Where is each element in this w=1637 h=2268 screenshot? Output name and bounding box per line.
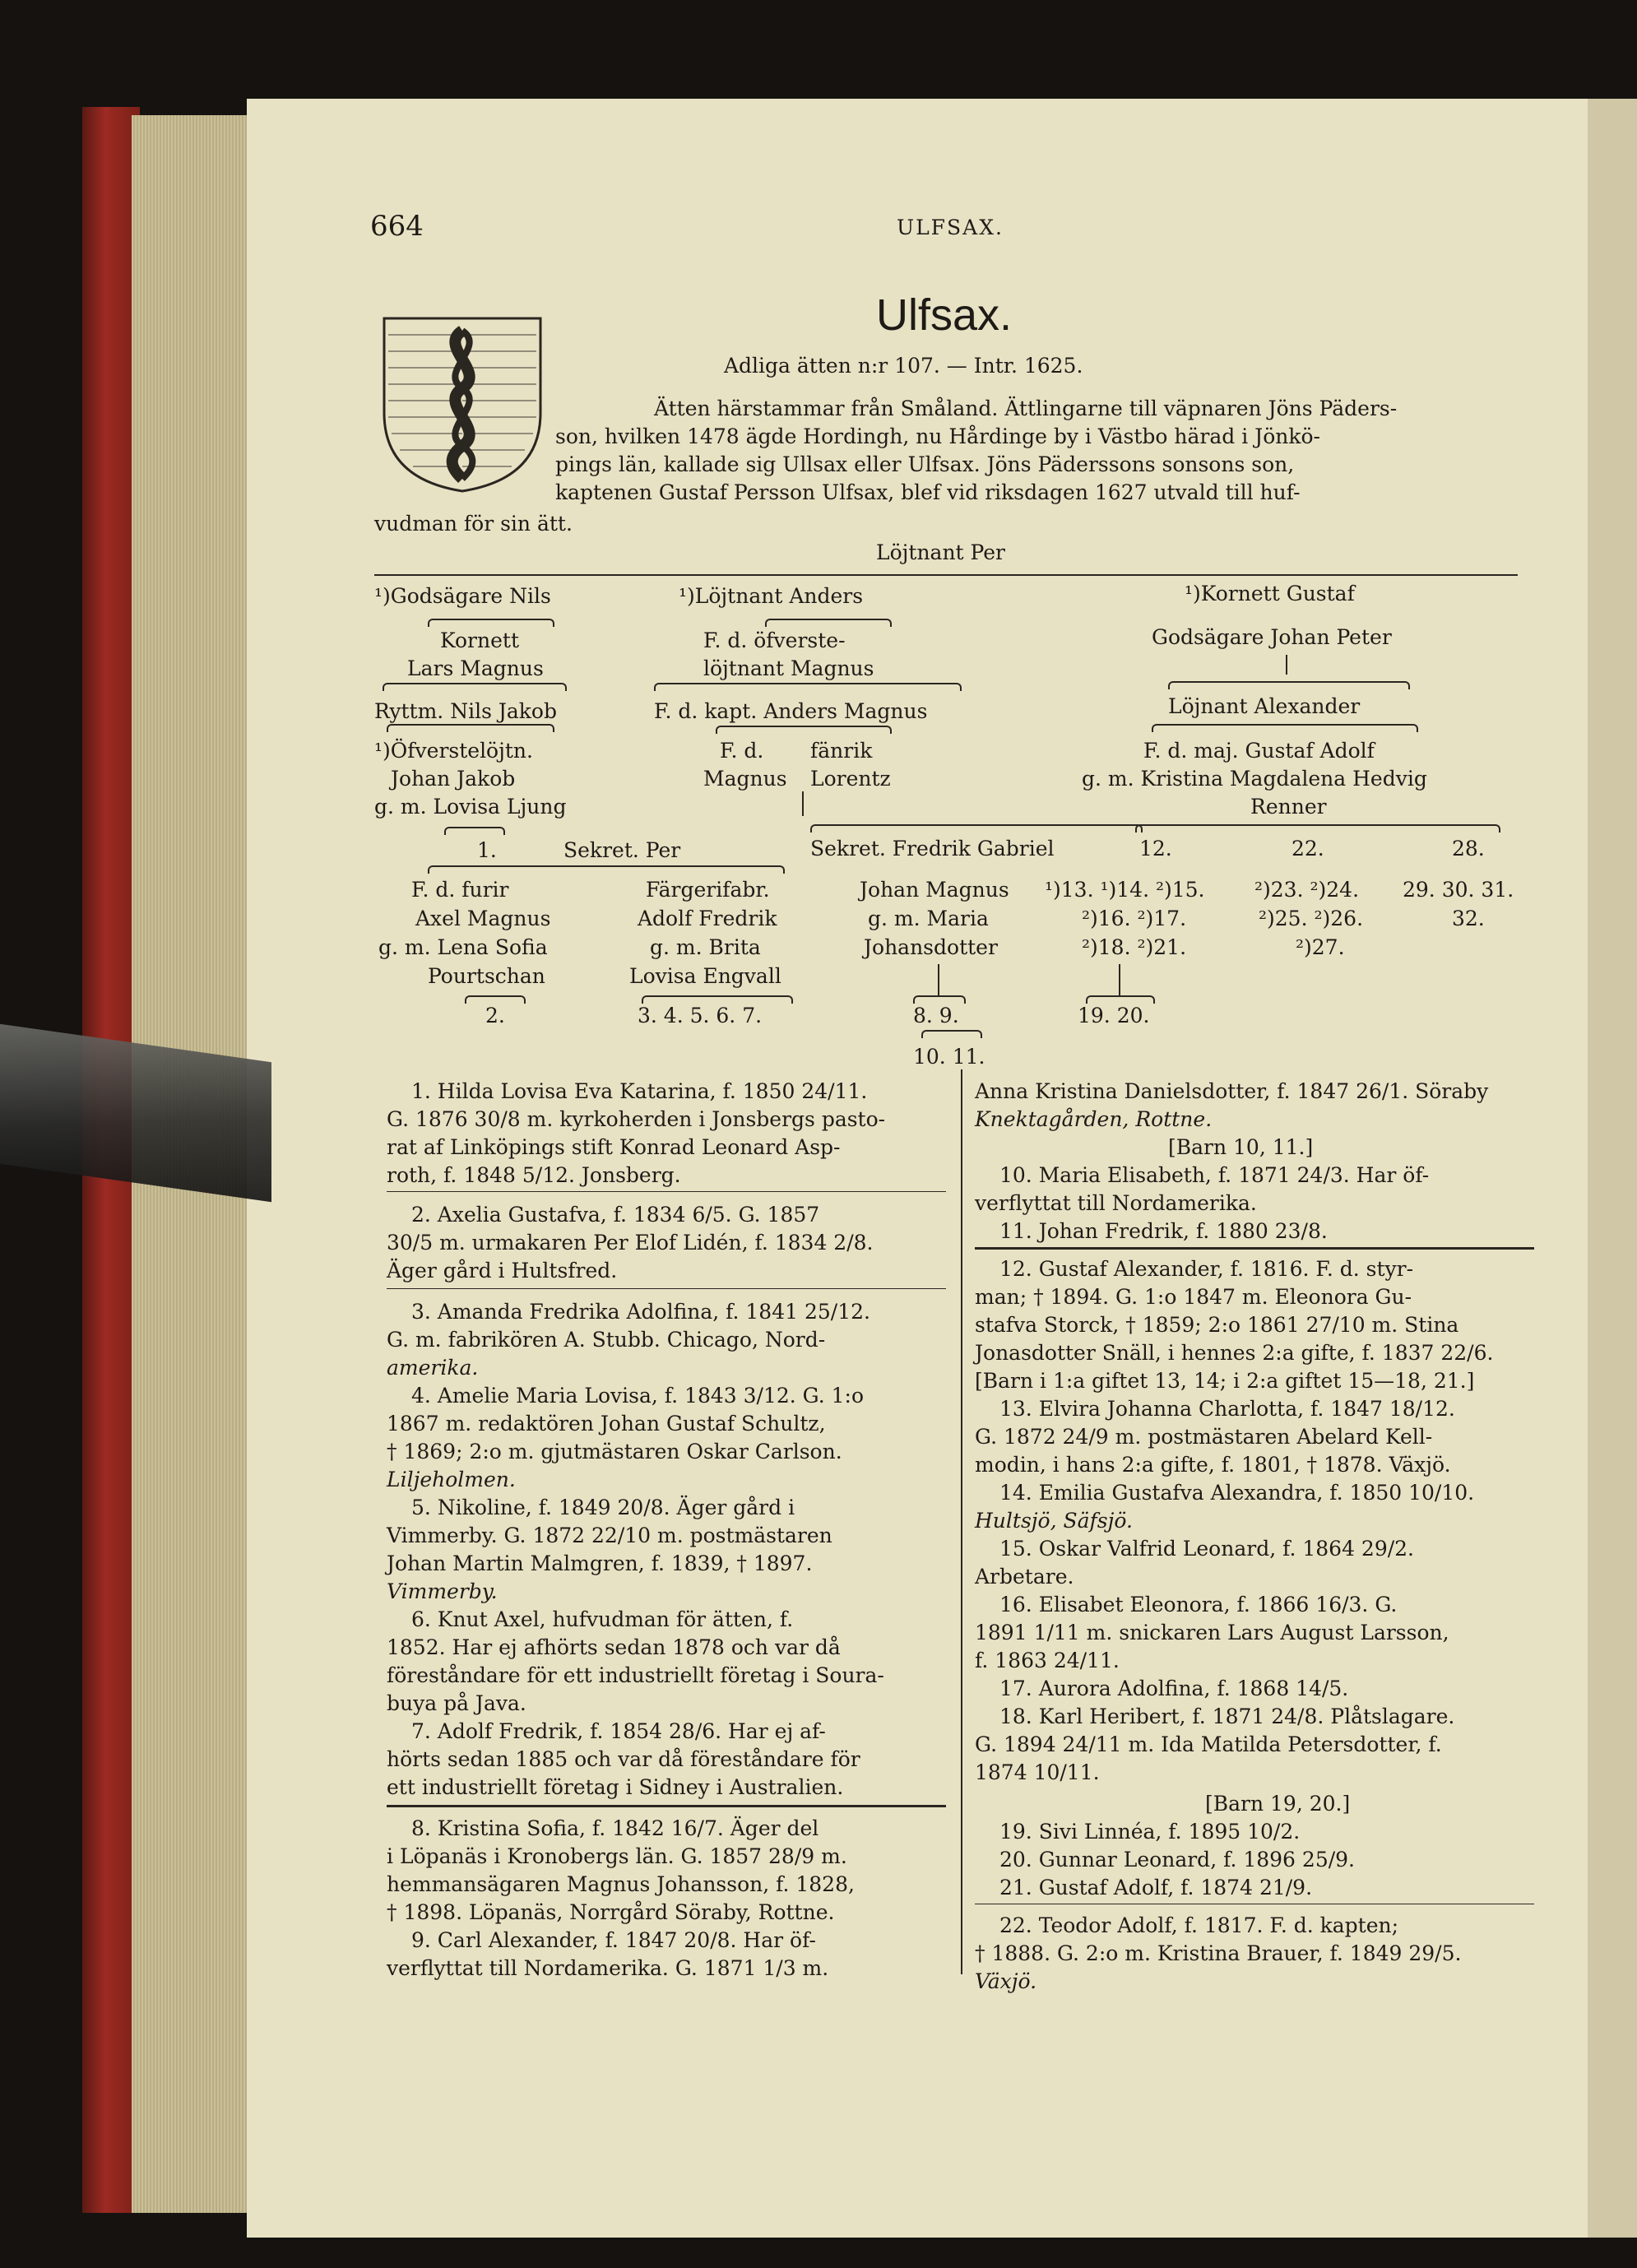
tree-node: Ryttm. Nils Jakob [374,699,557,723]
entry-text: 9. Carl Alexander, f. 1847 20/8. Har öf- [411,1928,816,1952]
entry-text: 7. Adolf Fredrik, f. 1854 28/6. Har ej af- [411,1719,826,1743]
tree-node: 8. 9. [913,1004,959,1027]
entry-text: 10. Maria Elisabeth, f. 1871 24/3. Har öf- [999,1163,1430,1187]
subtitle: Adliga ätten n:r 107. — Intr. 1625. [724,354,1083,378]
entry-text: 11. Johan Fredrik, f. 1880 23/8. [999,1219,1328,1243]
entry-text: [Barn i 1:a giftet 13, 14; i 2:a giftet 15—18, 21.] [975,1369,1475,1393]
tree-node: 32. [1452,907,1485,930]
entry-text: Vimmerby. [387,1579,498,1603]
entry-text: 6. Knut Axel, hufvudman för ätten, f. [411,1607,794,1631]
entry-text: † 1888. G. 2:o m. Kristina Brauer, f. 1849 29/5. [975,1941,1462,1965]
entry-text: 14. Emilia Gustafva Alexandra, f. 1850 10/10. [999,1481,1475,1505]
tree-node: F. d. [720,739,764,763]
entry-text: verflyttat till Nordamerika. [975,1191,1257,1215]
entry-text: 12. Gustaf Alexander, f. 1816. F. d. styr- [999,1257,1414,1281]
entry-text: G. 1894 24/11 m. Ida Matilda Petersdotter, f. [975,1732,1442,1756]
tree-node: 1. [477,838,497,862]
intro-line: vudman för sin ätt. [374,512,573,536]
tree-node: 19. 20. [1078,1004,1150,1027]
entry-text: 2. Axelia Gustafva, f. 1834 6/5. G. 1857 [411,1203,820,1227]
entry-text: 1874 10/11. [975,1760,1100,1784]
tree-node: Adolf Fredrik [638,907,777,930]
tree-node: g. m. Lena Sofia [378,935,548,959]
tree-node: Lovisa Engvall [629,964,781,988]
tree-node: Kornett [440,628,519,652]
entry-text: † 1869; 2:o m. gjutmästaren Oskar Carlson. [387,1440,842,1463]
entry-text: 1891 1/11 m. snickaren Lars August Larsson, [975,1621,1449,1644]
page-title: Ulfsax. [876,290,1013,340]
entry-text: Hultsjö, Säfsjö. [975,1509,1133,1533]
tree-node: Sekret. Fredrik Gabriel [810,837,1055,860]
tree-node: ²)25. ²)26. [1259,907,1364,930]
entry-text: i Löpanäs i Kronobergs län. G. 1857 28/9 m. [387,1844,847,1868]
entry-text: roth, f. 1848 5/12. Jonsberg. [387,1163,681,1187]
entry-text: 19. Sivi Linnéa, f. 1895 10/2. [999,1820,1301,1844]
entry-text: 8. Kristina Sofia, f. 1842 16/7. Äger del [411,1816,819,1840]
entry-text: Knektagården, Rottne. [975,1107,1213,1131]
entry-text: föreståndare för ett industriellt företag i Soura- [387,1663,884,1687]
entry-text: [Barn 10, 11.] [1168,1135,1314,1159]
intro-line: pings län, kallade sig Ullsax eller Ulfsax. Jöns Päderssons sonsons son, [555,452,1295,476]
tree-node: 12. [1139,837,1172,860]
entry-text: 1. Hilda Lovisa Eva Katarina, f. 1850 24/11. [411,1079,868,1103]
tree-node: ²)16. ²)17. [1082,907,1187,930]
tree-node: ¹)13. ¹)14. ²)15. [1045,878,1205,902]
entry-text: rat af Linköpings stift Konrad Leonard Asp- [387,1135,841,1159]
entry-text: 20. Gunnar Leonard, f. 1896 25/9. [999,1848,1355,1871]
entry-text: modin, i hans 2:a gifte, f. 1801, † 1878. Växjö. [975,1453,1451,1477]
tree-node: F. d. öfverste- [703,628,846,652]
next-page-edge [1588,99,1637,2238]
tree-node: g. m. Brita [650,935,761,959]
tree-node: ²)23. ²)24. [1254,878,1360,902]
running-title: ULFSAX. [897,216,1004,239]
tree-node: ¹)Kornett Gustaf [1185,582,1355,605]
entry-text: hörts sedan 1885 och var då föreståndare för [387,1747,860,1771]
entry-text: Anna Kristina Danielsdotter, f. 1847 26/1. Söraby [975,1079,1489,1103]
entry-text: 4. Amelie Maria Lovisa, f. 1843 3/12. G. 1:o [411,1384,864,1408]
tree-node: Löjnant Alexander [1168,694,1361,718]
tree-node: g. m. Maria [868,907,989,930]
entry-text: 21. Gustaf Adolf, f. 1874 21/9. [999,1876,1313,1899]
entry-text: G. 1872 24/9 m. postmästaren Abelard Kell- [975,1425,1433,1449]
entry-text: 15. Oskar Valfrid Leonard, f. 1864 29/2. [999,1537,1415,1561]
intro-line: son, hvilken 1478 ägde Hordingh, nu Hårdinge by i Västbo härad i Jönkö- [555,424,1320,448]
entry-text: Vimmerby. G. 1872 22/10 m. postmästaren [387,1524,832,1547]
tree-node: 10. 11. [913,1045,985,1069]
entry-text: Arbetare. [975,1565,1074,1589]
entry-text: 17. Aurora Adolfina, f. 1868 14/5. [999,1677,1349,1700]
tree-node: fänrik [810,739,873,763]
tree-node: Lorentz [810,767,891,791]
entry-text: Liljeholmen. [387,1468,516,1491]
tree-node: ²)18. ²)21. [1082,935,1187,959]
tree-node: 28. [1452,837,1485,860]
intro-line: kaptenen Gustaf Persson Ulfsax, blef vid riksdagen 1627 utvald till huf- [555,480,1301,504]
entry-text: 1867 m. redaktören Johan Gustaf Schultz, [387,1412,826,1435]
entry-text: amerika. [387,1356,479,1380]
tree-node: Johan Magnus [860,878,1009,902]
entry-text: man; † 1894. G. 1:o 1847 m. Eleonora Gu- [975,1285,1412,1309]
entry-text: 13. Elvira Johanna Charlotta, f. 1847 18/12. [999,1397,1455,1421]
tree-node: g. m. Kristina Magdalena Hedvig [1082,767,1427,791]
tree-node: Renner [1250,795,1327,819]
tree-node: Lars Magnus [407,656,544,680]
entry-text: † 1898. Löpanäs, Norrgård Söraby, Rottne. [387,1900,835,1924]
tree-node: Johan Jakob [391,767,516,791]
entry-text: 3. Amanda Fredrika Adolfina, f. 1841 25/12. [411,1300,870,1324]
tree-node: Sekret. Per [563,838,681,862]
tree-node: 22. [1292,837,1324,860]
tree-node: Johansdotter [864,935,998,959]
tree-node: ¹)Löjtnant Anders [679,584,864,608]
entry-text: 18. Karl Heribert, f. 1871 24/8. Plåtslagare. [999,1704,1455,1728]
tree-node: Axel Magnus [415,907,551,930]
entry-text: Jonasdotter Snäll, i hennes 2:a gifte, f. 1837 22/6. [975,1341,1494,1365]
tree-node: Godsägare Johan Peter [1152,625,1392,649]
entry-text: f. 1863 24/11. [975,1649,1120,1672]
entry-text: 5. Nikoline, f. 1849 20/8. Äger gård i [411,1496,795,1519]
entry-text: 16. Elisabet Eleonora, f. 1866 16/3. G. [999,1593,1398,1616]
tree-node: Pourtschan [428,964,545,988]
intro-line: Ätten härstammar från Småland. Ättlingarne till väpnaren Jöns Päders- [654,397,1398,420]
entry-text: stafva Storck, † 1859; 2:o 1861 27/10 m. Stina [975,1313,1459,1337]
entry-text: Växjö. [975,1969,1037,1993]
entry-text: 22. Teodor Adolf, f. 1817. F. d. kapten; [999,1913,1399,1937]
tree-node: löjtnant Magnus [703,656,874,680]
entry-text: buya på Java. [387,1691,526,1715]
tree-node: F. d. kapt. Anders Magnus [654,699,928,723]
entry-text: [Barn 19, 20.] [1205,1792,1351,1816]
tree-node: 2. [485,1004,505,1027]
tree-node: g. m. Lovisa Ljung [374,795,567,819]
tree-node: ¹)Godsägare Nils [374,584,551,608]
tree-node: ²)27. [1296,935,1345,959]
tree-root: Löjtnant Per [876,540,1005,564]
tree-node: F. d. maj. Gustaf Adolf [1143,739,1375,763]
entry-text: G. m. fabrikören A. Stubb. Chicago, Nord- [387,1328,826,1352]
entry-text: Äger gård i Hultsfred. [387,1259,618,1282]
tree-node: ¹)Öfverstelöjtn. [374,739,533,763]
page-number: 664 [370,210,424,243]
tree-node: 3. 4. 5. 6. 7. [638,1004,763,1027]
coat-of-arms-icon [380,314,545,495]
entry-text: 1852. Har ej afhörts sedan 1878 och var då [387,1635,841,1659]
entry-text: Johan Martin Malmgren, f. 1839, † 1897. [387,1551,813,1575]
entry-text: G. 1876 30/8 m. kyrkoherden i Jonsbergs pasto- [387,1107,886,1131]
tree-node: Magnus [703,767,787,791]
entry-text: verflyttat till Nordamerika. G. 1871 1/3 m. [387,1956,829,1980]
tree-node: 29. 30. 31. [1403,878,1514,902]
entry-text: ett industriellt företag i Sidney i Australien. [387,1775,844,1799]
tree-node: F. d. furir [411,878,509,902]
entry-text: 30/5 m. urmakaren Per Elof Lidén, f. 1834 2/8. [387,1231,874,1255]
tree-node: Färgerifabr. [646,878,770,902]
entry-text: hemmansägaren Magnus Johansson, f. 1828, [387,1872,855,1896]
